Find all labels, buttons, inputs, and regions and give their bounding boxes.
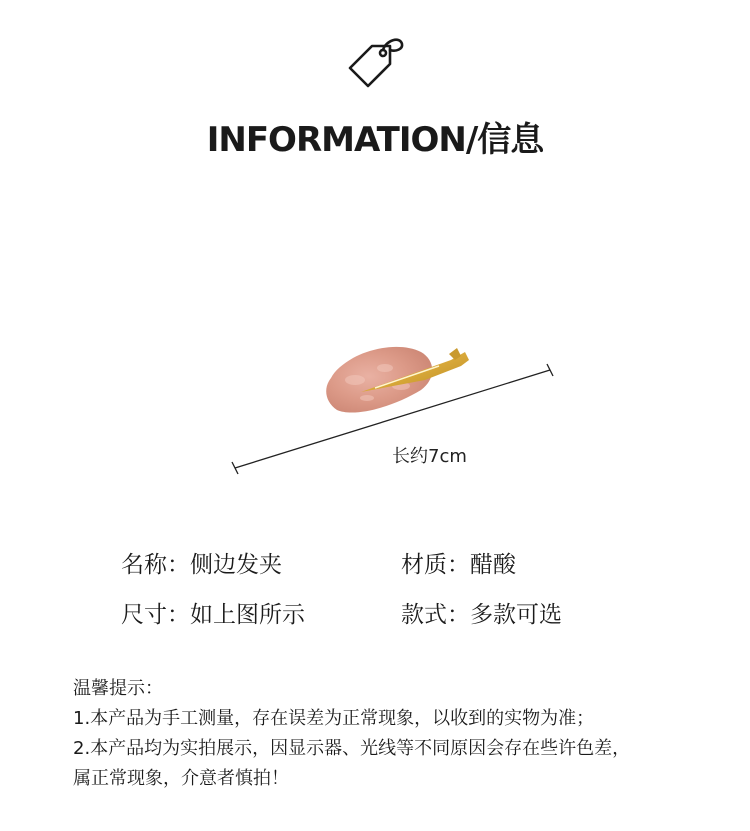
spec-material — [401, 546, 516, 579]
notes-line: 1.本产品为手工测量，存在误差为正常现象，以收到的实物为准； — [73, 708, 595, 729]
spec-name — [121, 546, 282, 579]
notes-line: 2.本产品均为实拍展示，因显示器、光线等不同原因会存在些许色差， — [73, 738, 631, 759]
page-title: INFORMATION/信息 — [206, 120, 544, 160]
notes-heading: 温馨提示： — [73, 678, 163, 699]
spec-value: 侧边发夹 — [190, 552, 282, 578]
spec-key: 名称： — [121, 552, 190, 578]
spec-value: 如上图所示 — [190, 602, 305, 628]
price-tag-icon — [346, 34, 406, 94]
spec-key: 材质： — [401, 552, 470, 578]
notes-block — [73, 674, 733, 794]
spec-key: 款式： — [401, 602, 470, 628]
notes-line: 属正常现象，介意者慎拍！ — [73, 768, 289, 789]
spec-value: 多款可选 — [470, 602, 562, 628]
spec-key: 尺寸： — [121, 602, 190, 628]
spec-style — [401, 596, 562, 629]
spec-size — [121, 596, 305, 629]
spec-value: 醋酸 — [470, 552, 516, 578]
size-label: 长约7cm — [392, 446, 467, 467]
